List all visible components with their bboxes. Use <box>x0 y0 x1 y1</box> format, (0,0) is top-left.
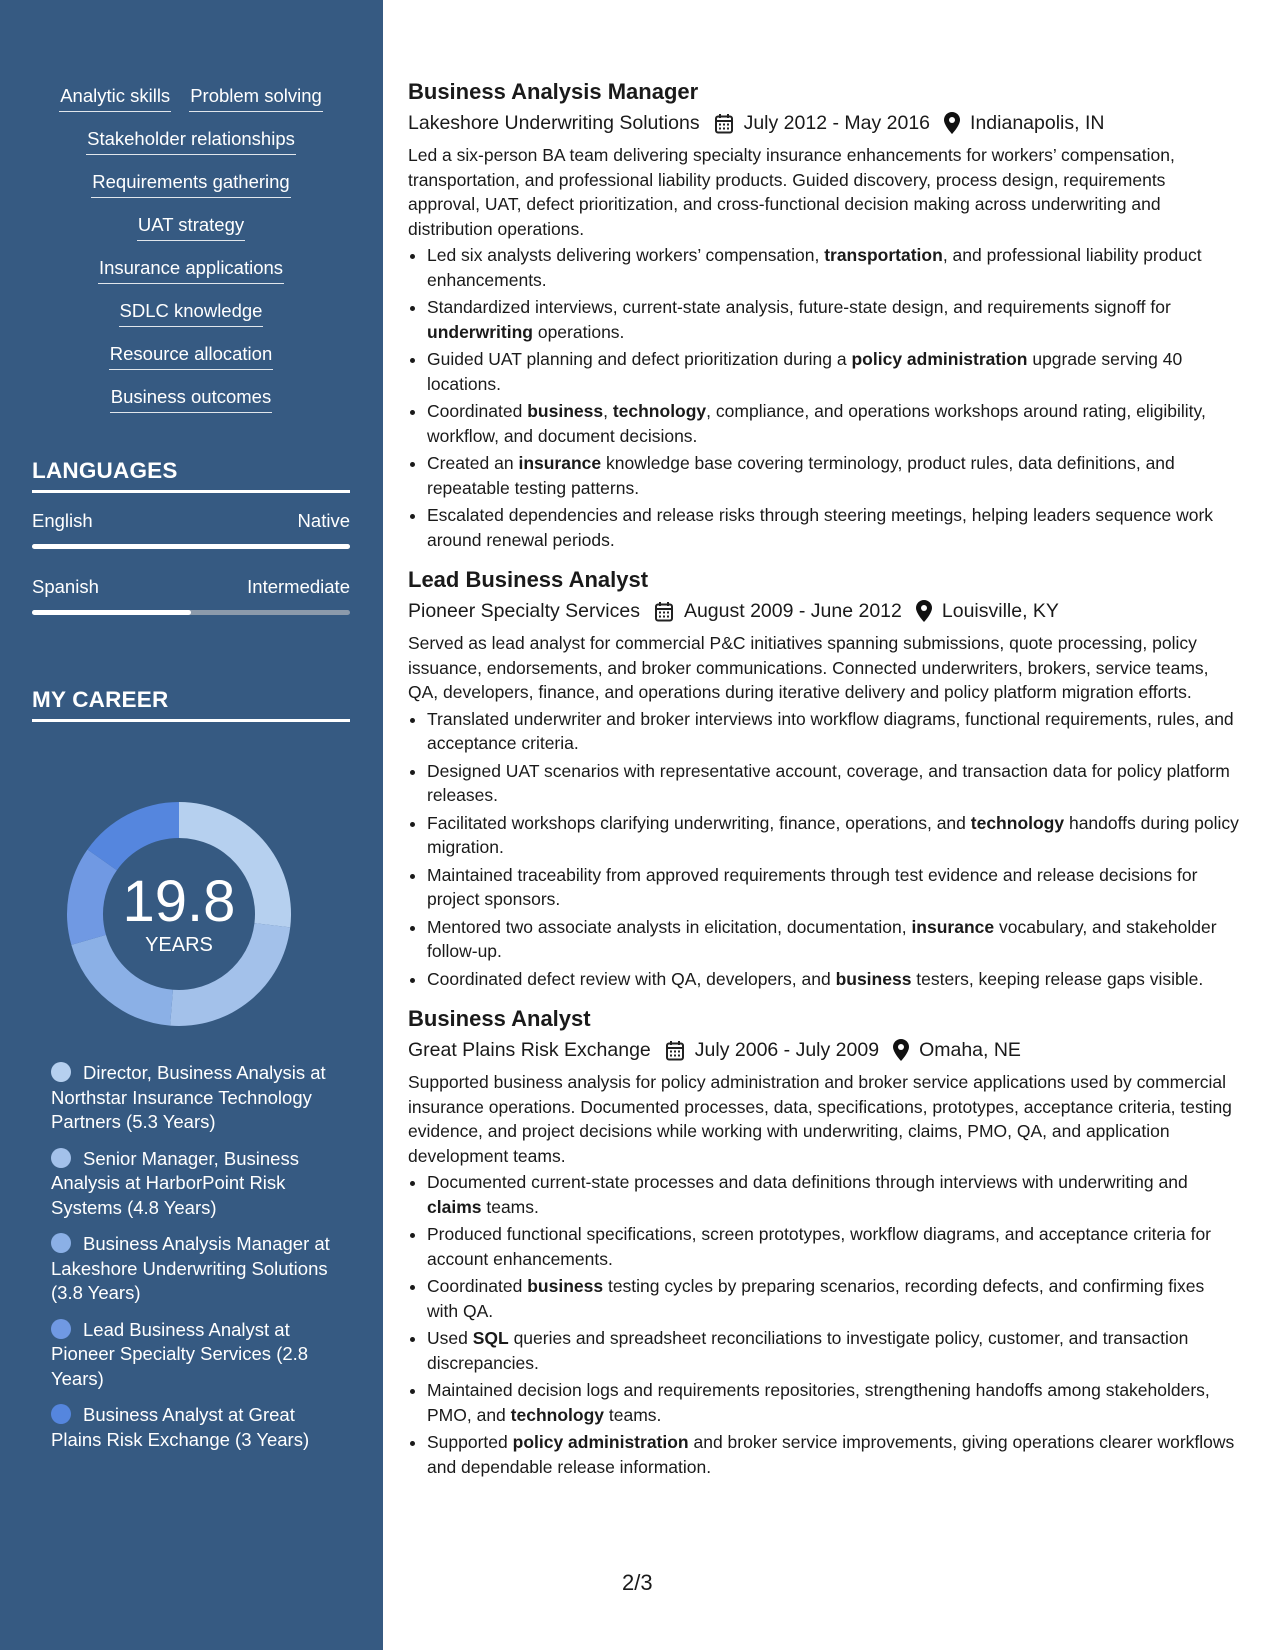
job-dates: August 2009 - June 2012 <box>683 600 902 622</box>
career-heading: MY CAREER <box>32 687 350 722</box>
achievement-text: , and professional liability product enhancements. <box>427 245 1202 290</box>
keyword: technology <box>510 1404 604 1425</box>
keyword: underwriting <box>427 321 533 342</box>
achievement-text: Supported <box>427 1432 513 1452</box>
achievement-text: handoffs during policy migration. <box>427 812 1239 857</box>
achievement-text: Documented current-state processes and data definitions through interviews with underwriting and <box>427 1172 1188 1192</box>
achievement-text: Coordinated defect review with QA, developers, and <box>427 968 836 989</box>
achievement-text: vocabulary, and stakeholder follow-up. <box>427 916 1217 961</box>
skill-tag: Resource allocation <box>109 342 273 370</box>
job-meta <box>408 598 1240 624</box>
career-legend-item <box>51 1061 341 1135</box>
legend-dot-icon <box>51 1148 71 1168</box>
achievement-text: and broker service improvements, giving operations clearer workflows and dependable release information. <box>427 1432 1235 1477</box>
job-dates: July 2006 - July 2009 <box>694 1039 880 1061</box>
achievement-text: testing cycles by preparing scenarios, recording defects, and confirming fixes with QA. <box>427 1276 1205 1321</box>
job-summary: Supported business analysis for policy administration and broker service applications used by commercial insurance operations. Documented processes, data, specifications, prototypes, acceptance criteria, testing evidence, and project decisions while working with underwriting, claims, PMO, QA, and application development teams. <box>408 1072 1232 1166</box>
career-legend-item <box>51 1232 341 1306</box>
skill-row <box>32 127 350 155</box>
career-total <box>66 801 292 1027</box>
achievement-item <box>427 1378 1240 1427</box>
achievement-item <box>427 1430 1240 1479</box>
skill-tag: Stakeholder relationships <box>86 127 296 155</box>
language-row <box>32 510 350 532</box>
language-item <box>32 576 350 615</box>
job-location: Omaha, NE <box>919 1039 1021 1061</box>
achievement-text: teams. <box>604 1404 662 1425</box>
achievement-item <box>427 399 1240 448</box>
job-entry <box>408 78 1240 552</box>
legend-dot-icon <box>51 1319 71 1339</box>
achievement-text: Coordinated <box>427 1276 528 1296</box>
achievement-item <box>427 347 1240 396</box>
language-name: Spanish <box>32 576 99 597</box>
keyword: business <box>527 1276 604 1296</box>
job-location: Louisville, KY <box>941 600 1059 622</box>
achievement-text: Created an <box>427 453 519 473</box>
keyword: insurance <box>518 453 602 473</box>
achievement-text: Escalated dependencies and release risks through steering meetings, helping leaders sequence work around renewal periods. <box>427 505 1214 550</box>
skill-tag: Business outcomes <box>110 385 272 413</box>
achievement-item <box>427 967 1240 992</box>
achievement-item <box>427 707 1240 756</box>
language-name: English <box>32 510 93 531</box>
achievement-text: Coordinated <box>427 401 528 421</box>
achievement-text: Designed UAT scenarios with representative account, coverage, and transaction data for policy platform releases. <box>427 760 1230 805</box>
keyword: insurance <box>911 916 995 937</box>
job-meta <box>408 110 1240 136</box>
location-pin-icon <box>916 600 932 622</box>
achievement-item <box>427 863 1240 912</box>
achievement-text: teams. <box>481 1196 539 1217</box>
achievement-item <box>427 295 1240 344</box>
page-number: 2/3 <box>622 1570 653 1595</box>
language-level: Intermediate <box>247 576 350 597</box>
keyword: transportation <box>824 245 943 265</box>
language-proficiency-fill <box>32 610 191 615</box>
achievement-text: , <box>603 401 613 421</box>
legend-dot-icon <box>51 1404 71 1424</box>
skill-row <box>32 385 350 413</box>
achievement-text: Maintained decision logs and requirements repositories, strengthening handoffs among stakeholders, PMO, and <box>427 1380 1210 1425</box>
achievement-text: operations. <box>532 321 625 342</box>
achievement-text: Mentored two associate analysts in elicitation, documentation, <box>427 916 912 937</box>
calendar-icon <box>714 113 734 134</box>
company-name: Pioneer Specialty Services <box>408 600 640 622</box>
achievement-item <box>427 503 1240 552</box>
job-dates: July 2012 - May 2016 <box>743 112 931 134</box>
career-legend-item <box>51 1147 341 1221</box>
achievement-item <box>427 759 1240 808</box>
language-item <box>32 510 350 549</box>
language-level: Native <box>297 510 350 531</box>
achievement-text: Maintained traceability from approved requirements through test evidence and release decisions for project sponsors. <box>427 864 1198 909</box>
skills-list <box>32 84 350 428</box>
achievement-text: testers, keeping release gaps visible. <box>911 968 1204 989</box>
career-total-unit: YEARS <box>145 934 213 956</box>
job-entry <box>408 566 1240 991</box>
skill-tag: SDLC knowledge <box>119 299 264 327</box>
achievement-item <box>427 915 1240 964</box>
achievement-item <box>427 1274 1240 1323</box>
experience-section <box>408 78 1240 1493</box>
keyword: technology <box>612 401 707 421</box>
calendar-icon <box>654 601 674 622</box>
achievement-list <box>408 243 1240 552</box>
achievement-text: Translated underwriter and broker interviews into workflow diagrams, functional requirements, rules, and acceptance criteria. <box>427 708 1234 753</box>
keyword: business <box>835 968 912 989</box>
achievement-text: Used <box>427 1328 473 1348</box>
keyword: policy administration <box>512 1432 689 1452</box>
skill-row <box>32 299 350 327</box>
achievement-text: Standardized interviews, current-state analysis, future-state design, and requirements signoff for <box>427 297 1171 317</box>
company-name: Lakeshore Underwriting Solutions <box>408 112 700 134</box>
achievement-list <box>408 1170 1240 1479</box>
achievement-item <box>427 1326 1240 1375</box>
keyword: business <box>527 401 604 421</box>
career-legend-text: Lead Business Analyst at Pioneer Specialty Services (2.8 Years) <box>51 1318 309 1389</box>
career-total-years: 19.8 <box>122 869 236 934</box>
keyword: policy administration <box>851 349 1028 369</box>
achievement-text: Guided UAT planning and defect prioritization during a <box>427 349 852 369</box>
job-entry <box>408 1005 1240 1479</box>
skill-row <box>32 84 350 112</box>
achievement-text: queries and spreadsheet reconciliations to investigate policy, customer, and transaction discrepancies. <box>427 1328 1189 1373</box>
achievement-list <box>408 707 1240 992</box>
location-pin-icon <box>944 112 960 134</box>
career-legend-text: Senior Manager, Business Analysis at HarborPoint Risk Systems (4.8 Years) <box>51 1147 299 1218</box>
location-pin-icon <box>893 1039 909 1061</box>
skill-tag: Requirements gathering <box>91 170 290 198</box>
achievement-item <box>427 243 1240 292</box>
calendar-icon <box>665 1040 685 1061</box>
achievement-item <box>427 1170 1240 1219</box>
achievement-text: , compliance, and operations workshops around rating, eligibility, workflow, and document decisions. <box>427 401 1206 446</box>
job-summary: Served as lead analyst for commercial P&C initiatives spanning submissions, quote processing, policy issuance, endorsements, and broker communications. Connected underwriters, brokers, service teams, QA, developers, finance, and operations during iterative delivery and policy platform migration efforts. <box>408 633 1209 702</box>
career-legend-text: Director, Business Analysis at Northstar Insurance Technology Partners (5.3 Years) <box>51 1062 326 1132</box>
career-legend <box>51 1061 341 1464</box>
achievement-text: Facilitated workshops clarifying underwriting, finance, operations, and <box>427 812 971 833</box>
job-title: Business Analysis Manager <box>408 79 699 104</box>
legend-dot-icon <box>51 1062 71 1082</box>
legend-dot-icon <box>51 1233 71 1253</box>
skill-tag: Insurance applications <box>98 256 284 284</box>
language-proficiency-fill <box>32 544 350 549</box>
keyword: SQL <box>472 1328 509 1348</box>
skill-tag: UAT strategy <box>137 213 245 241</box>
achievement-text: Led six analysts delivering workers’ compensation, <box>427 245 825 265</box>
languages-heading: LANGUAGES <box>32 458 350 493</box>
achievement-text: knowledge base covering terminology, product rules, data definitions, and repeatable testing patterns. <box>427 453 1175 498</box>
job-location: Indianapolis, IN <box>970 112 1105 134</box>
job-title: Business Analyst <box>408 1006 591 1031</box>
achievement-text: Produced functional specifications, screen prototypes, workflow diagrams, and acceptance criteria for account enhancements. <box>427 1224 1212 1269</box>
sidebar <box>0 0 383 1650</box>
achievement-item <box>427 811 1240 860</box>
job-meta <box>408 1037 1240 1063</box>
career-legend-text: Business Analysis Manager at Lakeshore Underwriting Solutions (3.8 Years) <box>51 1233 330 1303</box>
keyword: technology <box>970 812 1065 833</box>
skill-tag: Problem solving <box>189 84 323 112</box>
language-proficiency-bar <box>32 544 350 549</box>
career-legend-item <box>51 1403 341 1452</box>
job-summary: Led a six-person BA team delivering specialty insurance enhancements for workers’ compensation, transportation, and professional liability products. Guided discovery, process design, requirements approval, UAT, defect prioritization, and cross-functional decision making across underwriting and distribution operations. <box>408 145 1175 239</box>
career-legend-text: Business Analyst at Great Plains Risk Exchange (3 Years) <box>51 1404 310 1450</box>
language-row <box>32 576 350 598</box>
skill-tag: Analytic skills <box>59 84 171 112</box>
achievement-item <box>427 451 1240 500</box>
job-title: Lead Business Analyst <box>408 567 649 592</box>
skill-row <box>32 170 350 198</box>
achievement-item <box>427 1222 1240 1271</box>
career-legend-item <box>51 1318 341 1392</box>
company-name: Great Plains Risk Exchange <box>408 1039 651 1061</box>
skill-row <box>32 342 350 370</box>
achievement-text: upgrade serving 40 locations. <box>427 349 1183 394</box>
skill-row <box>32 213 350 241</box>
keyword: claims <box>427 1196 482 1217</box>
language-proficiency-bar <box>32 610 350 615</box>
skill-row <box>32 256 350 284</box>
